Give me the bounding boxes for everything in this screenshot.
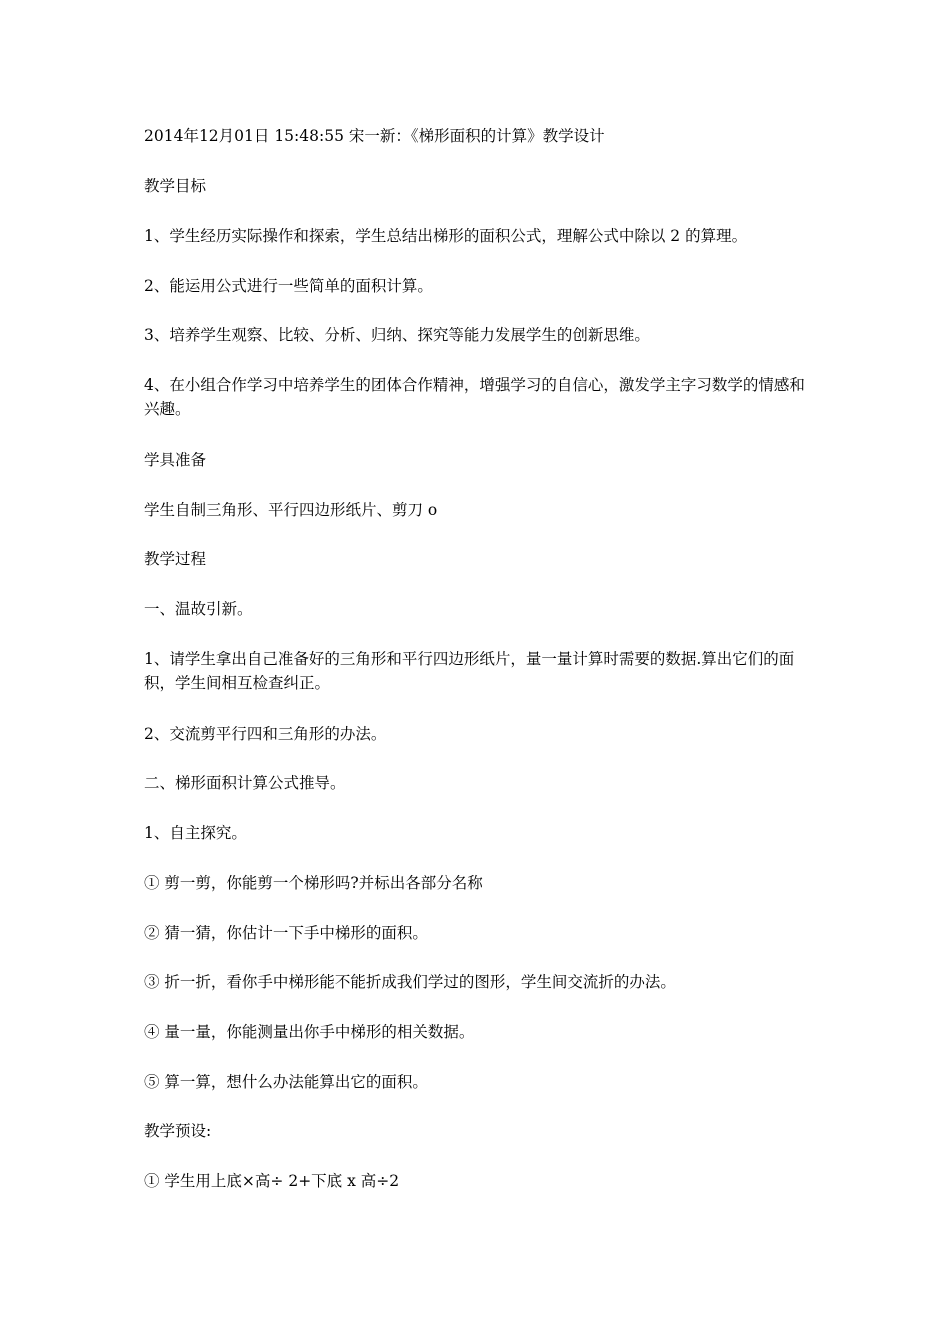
- preset-item-1: ① 学生用上底×高÷ 2+下底 x 高÷2: [144, 1172, 400, 1190]
- step-1-item-1: 1、请学生拿出自己准备好的三角形和平行四边形纸片，量一量计算时需要的数据.算出它们的面积，学生间相互检查纠正。: [144, 650, 795, 692]
- tools-text: 学生自制三角形、平行四边形纸片、剪刀 o: [144, 501, 438, 519]
- goal-item-3: 3、培养学生观察、比较、分析、归纳、探究等能力发展学生的创新思维。: [144, 326, 650, 344]
- goal-item-2: 2、能运用公式进行一些简单的面积计算。: [144, 277, 433, 295]
- activity-item-5: ⑤ 算一算，想什么办法能算出它的面积。: [144, 1073, 428, 1091]
- section-heading-preset: 教学预设:: [144, 1122, 212, 1140]
- activity-item-1: ① 剪一剪，你能剪一个梯形吗?并标出各部分名称: [144, 874, 483, 892]
- step-2-item-1: 1、自主探究。: [144, 824, 247, 842]
- section-heading-goals: 教学目标: [144, 177, 207, 195]
- step-2-title: 二、梯形面积计算公式推导。: [144, 774, 346, 792]
- activity-item-2: ② 猜一猜，你估计一下手中梯形的面积。: [144, 924, 428, 942]
- activity-item-4: ④ 量一量，你能测量出你手中梯形的相关数据。: [144, 1023, 475, 1041]
- document-header: 2014年12月01日 15:48:55 宋一新：《梯形面积的计算》教学设计: [144, 127, 605, 145]
- activity-item-3: ③ 折一折，看你手中梯形能不能折成我们学过的图形，学生间交流折的办法。: [144, 973, 676, 991]
- section-heading-tools: 学具准备: [144, 451, 207, 469]
- section-heading-process: 教学过程: [144, 550, 207, 568]
- goal-item-1: 1、学生经历实际操作和探索，学生总结出梯形的面积公式，理解公式中除以 2 的算理。: [144, 227, 748, 245]
- step-1-title: 一、温故引新。: [144, 600, 253, 618]
- goal-item-4: 4、在小组合作学习中培养学生的团体合作精神，增强学习的自信心，激发学主字习数学的情感和兴趣。: [144, 376, 805, 418]
- step-1-item-2: 2、交流剪平行四和三角形的办法。: [144, 725, 387, 743]
